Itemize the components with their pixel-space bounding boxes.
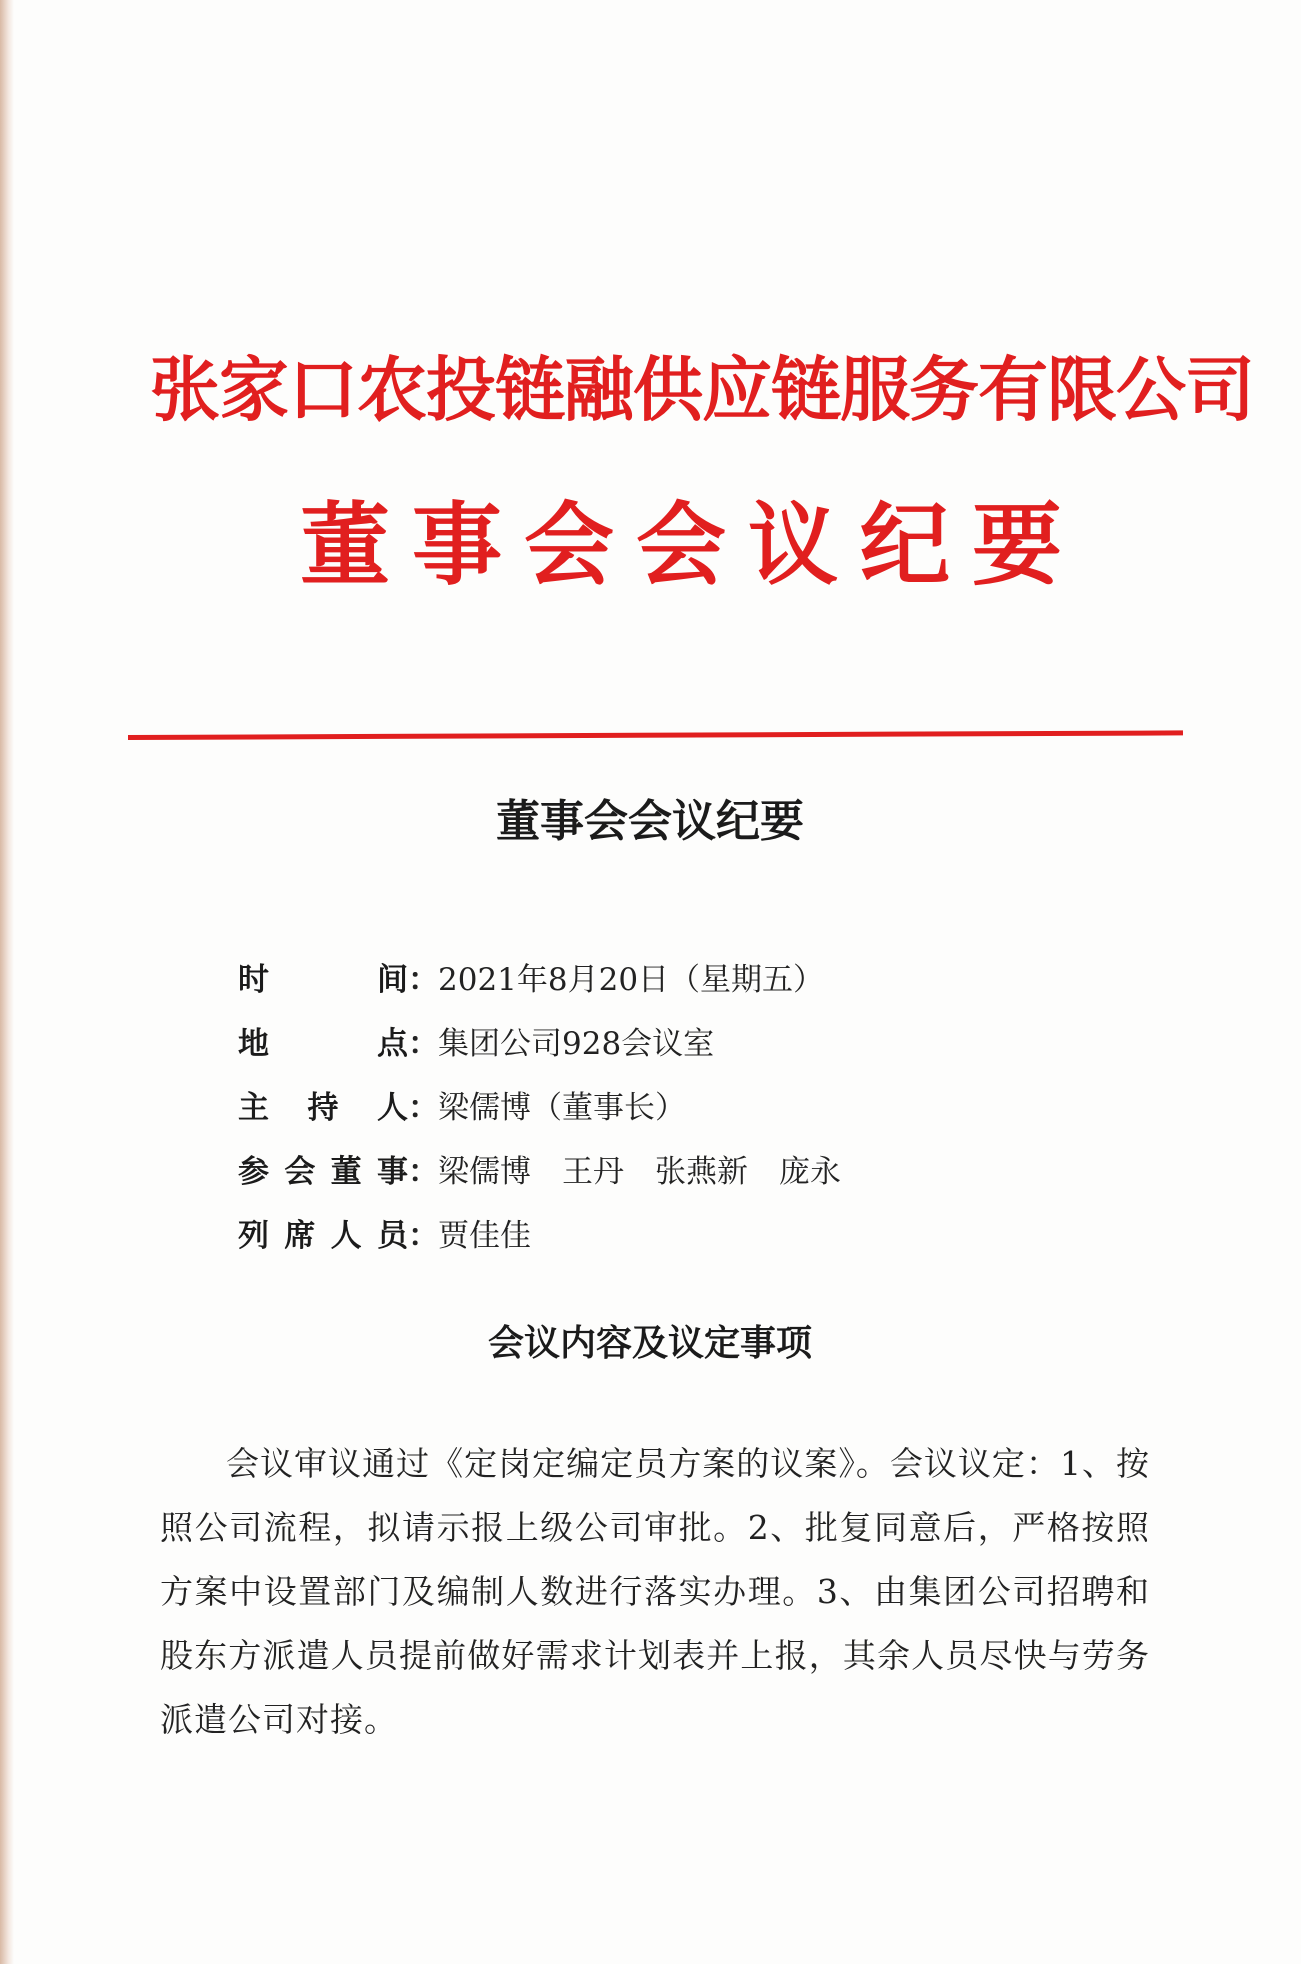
- info-label: 参会董事: [238, 1154, 408, 1190]
- info-label: 列席人员: [238, 1218, 408, 1254]
- info-colon: ：: [408, 1090, 439, 1126]
- meeting-info-host: [238, 1076, 1138, 1140]
- info-colon: ：: [408, 1154, 439, 1190]
- info-value: 梁儒博（董事长）: [438, 1090, 686, 1126]
- letterhead-company-name: 张家口农投链融供应链服务有限公司: [150, 348, 1254, 431]
- info-value: 集团公司928会议室: [438, 1026, 715, 1062]
- info-colon: ：: [408, 1026, 439, 1062]
- info-colon: ：: [408, 1218, 439, 1254]
- meeting-info-time: [238, 948, 1138, 1012]
- meeting-info-location: [238, 1012, 1138, 1076]
- section-heading: 会议内容及议定事项: [487, 1322, 812, 1364]
- meeting-info-block: [238, 948, 1138, 1268]
- info-label: 时间: [238, 962, 408, 998]
- info-value: 贾佳佳: [438, 1218, 531, 1254]
- document-title: 董事会会议纪要: [496, 796, 804, 847]
- content-paragraph: 会议审议通过《定岗定编定员方案的议案》。会议议定：1、按照公司流程，拟请示报上级公司审批。2、批复同意后，严格按照方案中设置部门及编制人数进行落实办理。3、由集团公司招聘和股东方派遣人员提前做好需求计划表并上报，其余人员尽快与劳务派遣公司对接。: [160, 1444, 1150, 1739]
- page-edge-shadow: [0, 0, 14, 1964]
- meeting-info-attending-directors: [238, 1140, 1138, 1204]
- letterhead-red-divider: [128, 730, 1183, 740]
- info-colon: ：: [408, 962, 439, 998]
- info-label: 主持人: [238, 1090, 408, 1126]
- info-label: 地点: [238, 1026, 408, 1062]
- info-value: 梁儒博 王丹 张燕新 庞永: [438, 1154, 841, 1190]
- info-value: 2021年8月20日（星期五）: [438, 962, 825, 998]
- letterhead-document-type: 董事会会议纪要: [300, 492, 1084, 598]
- meeting-info-observers: [238, 1204, 1138, 1268]
